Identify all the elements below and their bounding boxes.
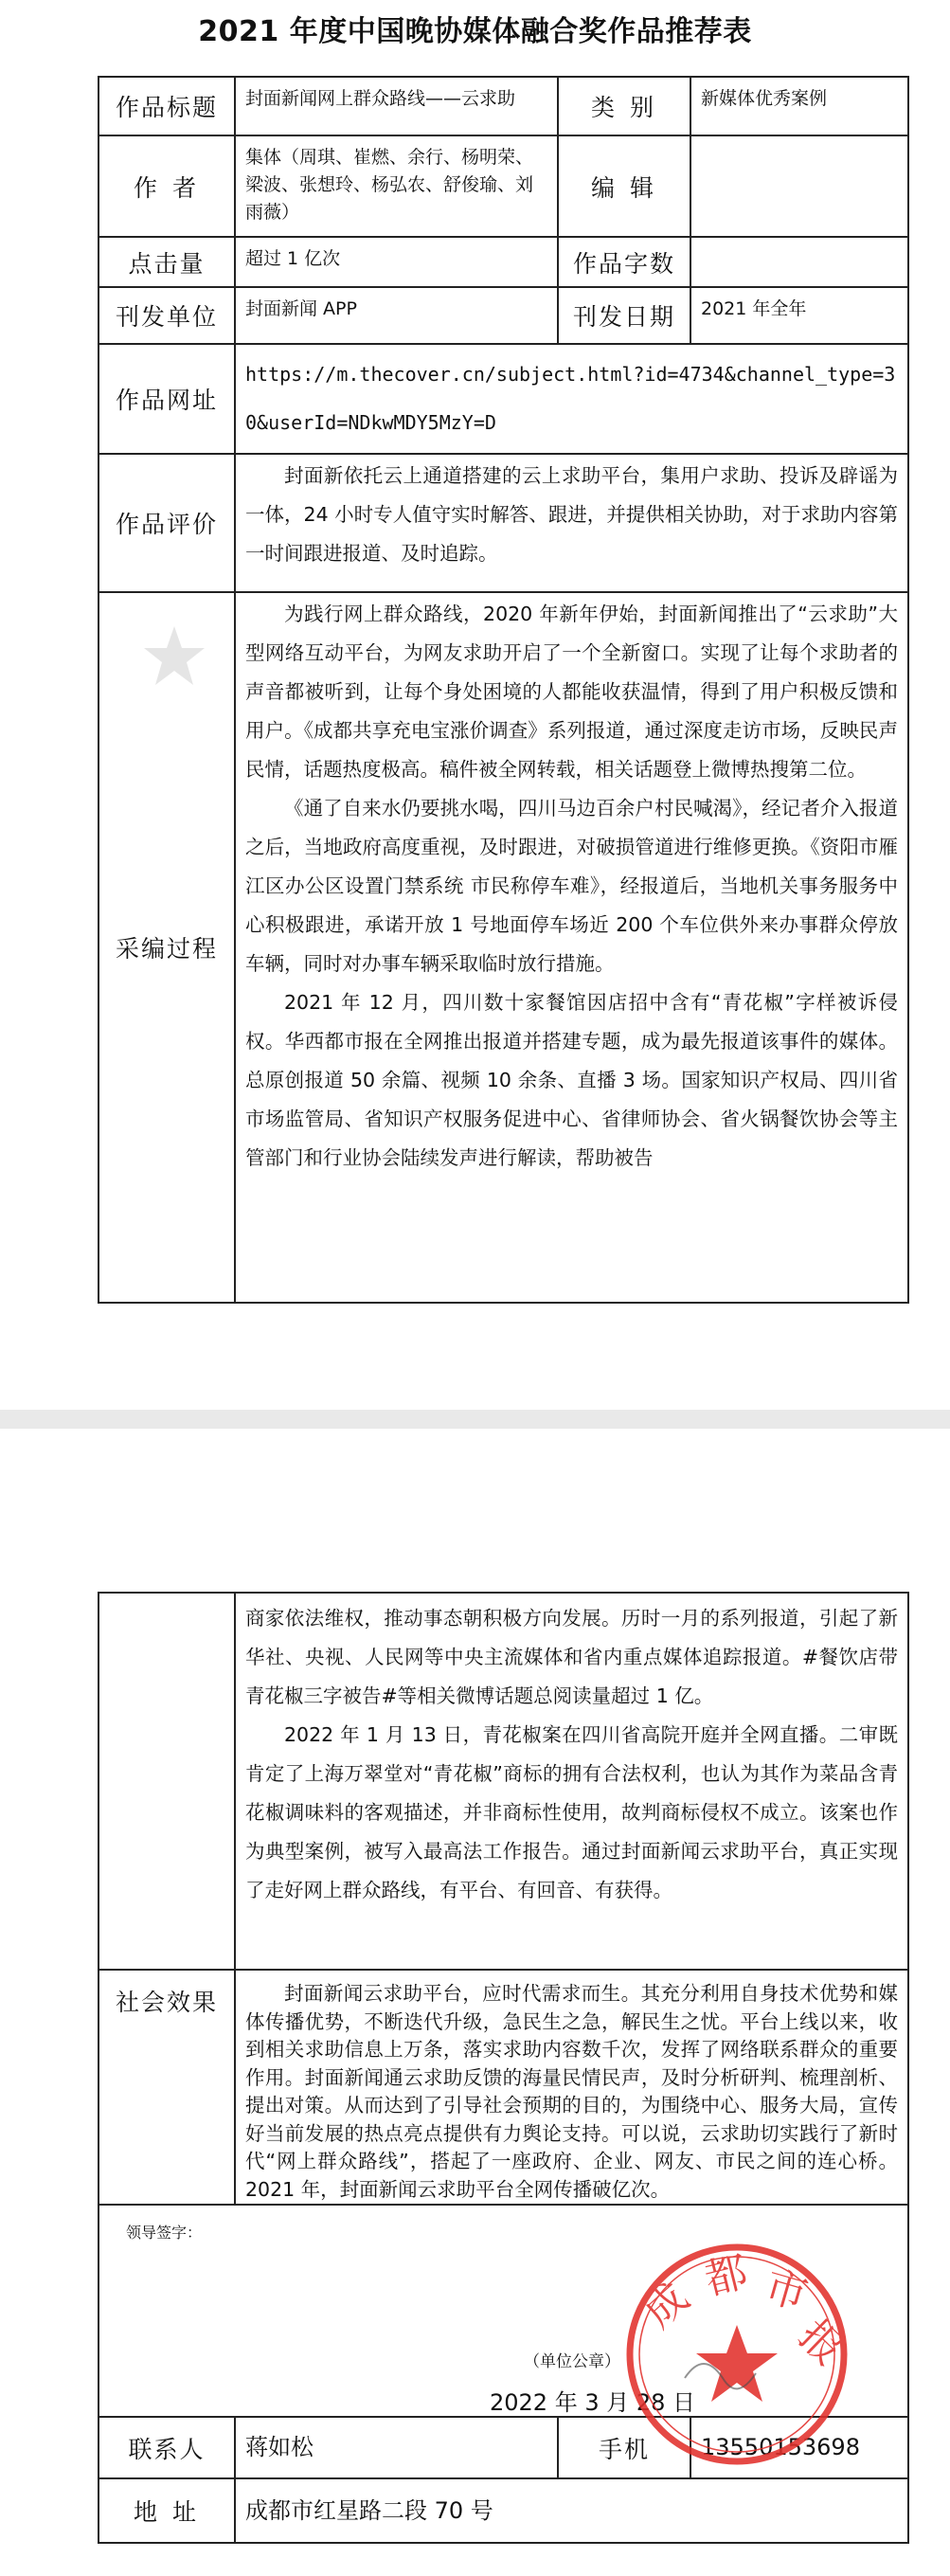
process-paragraph: 2022 年 1 月 13 日，青花椒案在四川省高院开庭并全网直播。二审既肯定了上海万翠堂对“青花椒”商标的拥有合法权利，也认为其作为菜品含青花椒调味料的客观描述，并非商标性使用，故判商标侵权不成立。该案也作为典型案例，被写入最高法工作报告。通过封面新闻云求助平台，真正实现了走好网上群众路线，有平台、有回音、有获得。 [245, 1723, 899, 1901]
category-label: 类 别 [558, 77, 690, 135]
editor-label: 编 辑 [558, 135, 690, 237]
process-paragraph: 2021 年 12 月，四川数十家餐馆因店招中含有“青花椒”字样被诉侵权。华西都市报在全网推出报道并搭建专题，成为最先报道该事件的媒体。总原创报道 50 余篇、视频 10 余条、直播 3 场。国家知识产权局、四川省市场监管局、省知识产权服务促进中心、省律师协会、省火锅餐饮协会等主管部门和行业协会陆续发声进行解读，帮助被告 [245, 991, 898, 1169]
clicks-value: 超过 1 亿次 [245, 248, 341, 269]
svg-text:报: 报 [789, 2311, 853, 2375]
faint-star-watermark-icon [141, 623, 207, 690]
review-text: 封面新依托云上通道搭建的云上求助平台，集用户求助、投诉及辟谣为一体，24 小时专人值守实时解答、跟进，并提供相关协助，对于求助内容第一时间跟进报道、及时追踪。 [245, 464, 898, 565]
recommendation-form-table-continued [98, 1592, 909, 2544]
document-page-2 [0, 1429, 950, 2576]
url-label: 作品网址 [99, 344, 235, 454]
word-count-label: 作品字数 [558, 237, 690, 287]
address-label: 地 址 [99, 2478, 235, 2543]
address-value: 成都市红星路二段 70 号 [245, 2497, 493, 2524]
social-effect-label: 社会效果 [99, 1970, 235, 2205]
editor-value [691, 136, 907, 152]
publisher-label: 刊发单位 [99, 287, 235, 344]
svg-text:市: 市 [759, 2261, 814, 2320]
unit-seal-label: （单位公章） [524, 2352, 620, 2371]
work-url-link[interactable]: https://m.thecover.cn/subject.html?id=4734&channel_type=30&userId=NDkwMDY5MzY=D [245, 363, 896, 434]
process-body [236, 593, 907, 1178]
social-effect-text: 封面新闻云求助平台，应时代需求而生。其充分利用自身技术优势和媒体传播优势，不断迭代升级，急民生之急，解民生之忧。平台上线以来，收到相关求助信息上万条，落实求助内容数千次，发挥了网络联系群众的重要作用。封面新闻通云求助反馈的海量民情民声，及时分析研判、梳理剖析、提出对策。从而达到了引导社会预期的目的，为围绕中心、服务大局，宣传好当前发展的热点亮点提供有力舆论支持。可以说，云求助切实践行了新时代“网上群众路线”，搭起了一座政府、企业、网友、市民之间的连心桥。2021 年，封面新闻云求助平台全网传播破亿次。 [245, 1982, 899, 2201]
recommendation-form-table [98, 76, 909, 1304]
process-paragraph: 为践行网上群众路线，2020 年新年伊始，封面新闻推出了“云求助”大型网络互动平台，为网友求助开启了一个全新窗口。实现了让每个求助者的声音都被听到，让每个身处困境的人都能收获温情，得到了用户积极反馈和用户。《成都共享充电宝涨价调查》系列报道，通过深度走访市场，反映民声民情，话题热度极高。稿件被全网转载，相关话题登上微博热搜第二位。 [245, 603, 898, 781]
review-label: 作品评价 [99, 454, 235, 592]
work-title-label: 作品标题 [99, 77, 235, 135]
work-title-value: 封面新闻网上群众路线——云求助 [245, 88, 516, 109]
word-count-value [691, 238, 907, 253]
process-continued-body [236, 1594, 907, 1910]
pub-date-value: 2021 年全年 [701, 298, 807, 319]
svg-text:成: 成 [635, 2273, 699, 2338]
sign-date: 2022 年 3 月 28 日 [490, 2389, 696, 2416]
phone-label: 手机 [558, 2417, 690, 2478]
clicks-label: 点击量 [99, 237, 235, 287]
contact-label: 联系人 [99, 2417, 235, 2478]
process-label: 采编过程 [115, 935, 218, 963]
svg-text:都: 都 [700, 2247, 753, 2305]
author-value: 集体（周琪、崔燃、余行、杨明荣、梁波、张想玲、杨弘农、舒俊瑜、刘雨薇） [245, 147, 534, 223]
leader-sign-label: 领导签字： [126, 2224, 203, 2242]
official-red-stamp-icon [618, 2236, 855, 2473]
signature-block [99, 2205, 908, 2417]
pub-date-label: 刊发日期 [558, 287, 690, 344]
contact-value: 蒋如松 [245, 2434, 314, 2460]
phone-value: 13550153698 [701, 2434, 860, 2460]
process-continued-label-cell [99, 1593, 235, 1970]
process-paragraph: 商家依法维权，推动事态朝积极方向发展。历时一月的系列报道，引起了新华社、央视、人民网等中央主流媒体和省内重点媒体追踪报道。#餐饮店带青花椒三字被告#等相关微博话题总阅读量超过 1 亿。 [245, 1607, 899, 1707]
process-label-cell [99, 592, 235, 1303]
publisher-value: 封面新闻 APP [245, 298, 357, 319]
page-title: 2021 年度中国晚协媒体融合奖作品推荐表 [198, 15, 752, 48]
process-paragraph: 《通了自来水仍要挑水喝，四川马边百余户村民喊渴》，经记者介入报道之后，当地政府高度重视，及时跟进，对破损管道进行维修更换。《资阳市雁江区办公区设置门禁系统 市民称停车难》，经报道后，当地机关事务服务中心积极跟进，承诺开放 1 号地面停车场近 200 个车位供外来办事群众停放车辆，同时对办事车辆采取临时放行措施。 [245, 797, 898, 975]
category-value: 新媒体优秀案例 [701, 88, 828, 109]
page-separator [0, 1410, 950, 1429]
author-label: 作 者 [99, 135, 235, 237]
